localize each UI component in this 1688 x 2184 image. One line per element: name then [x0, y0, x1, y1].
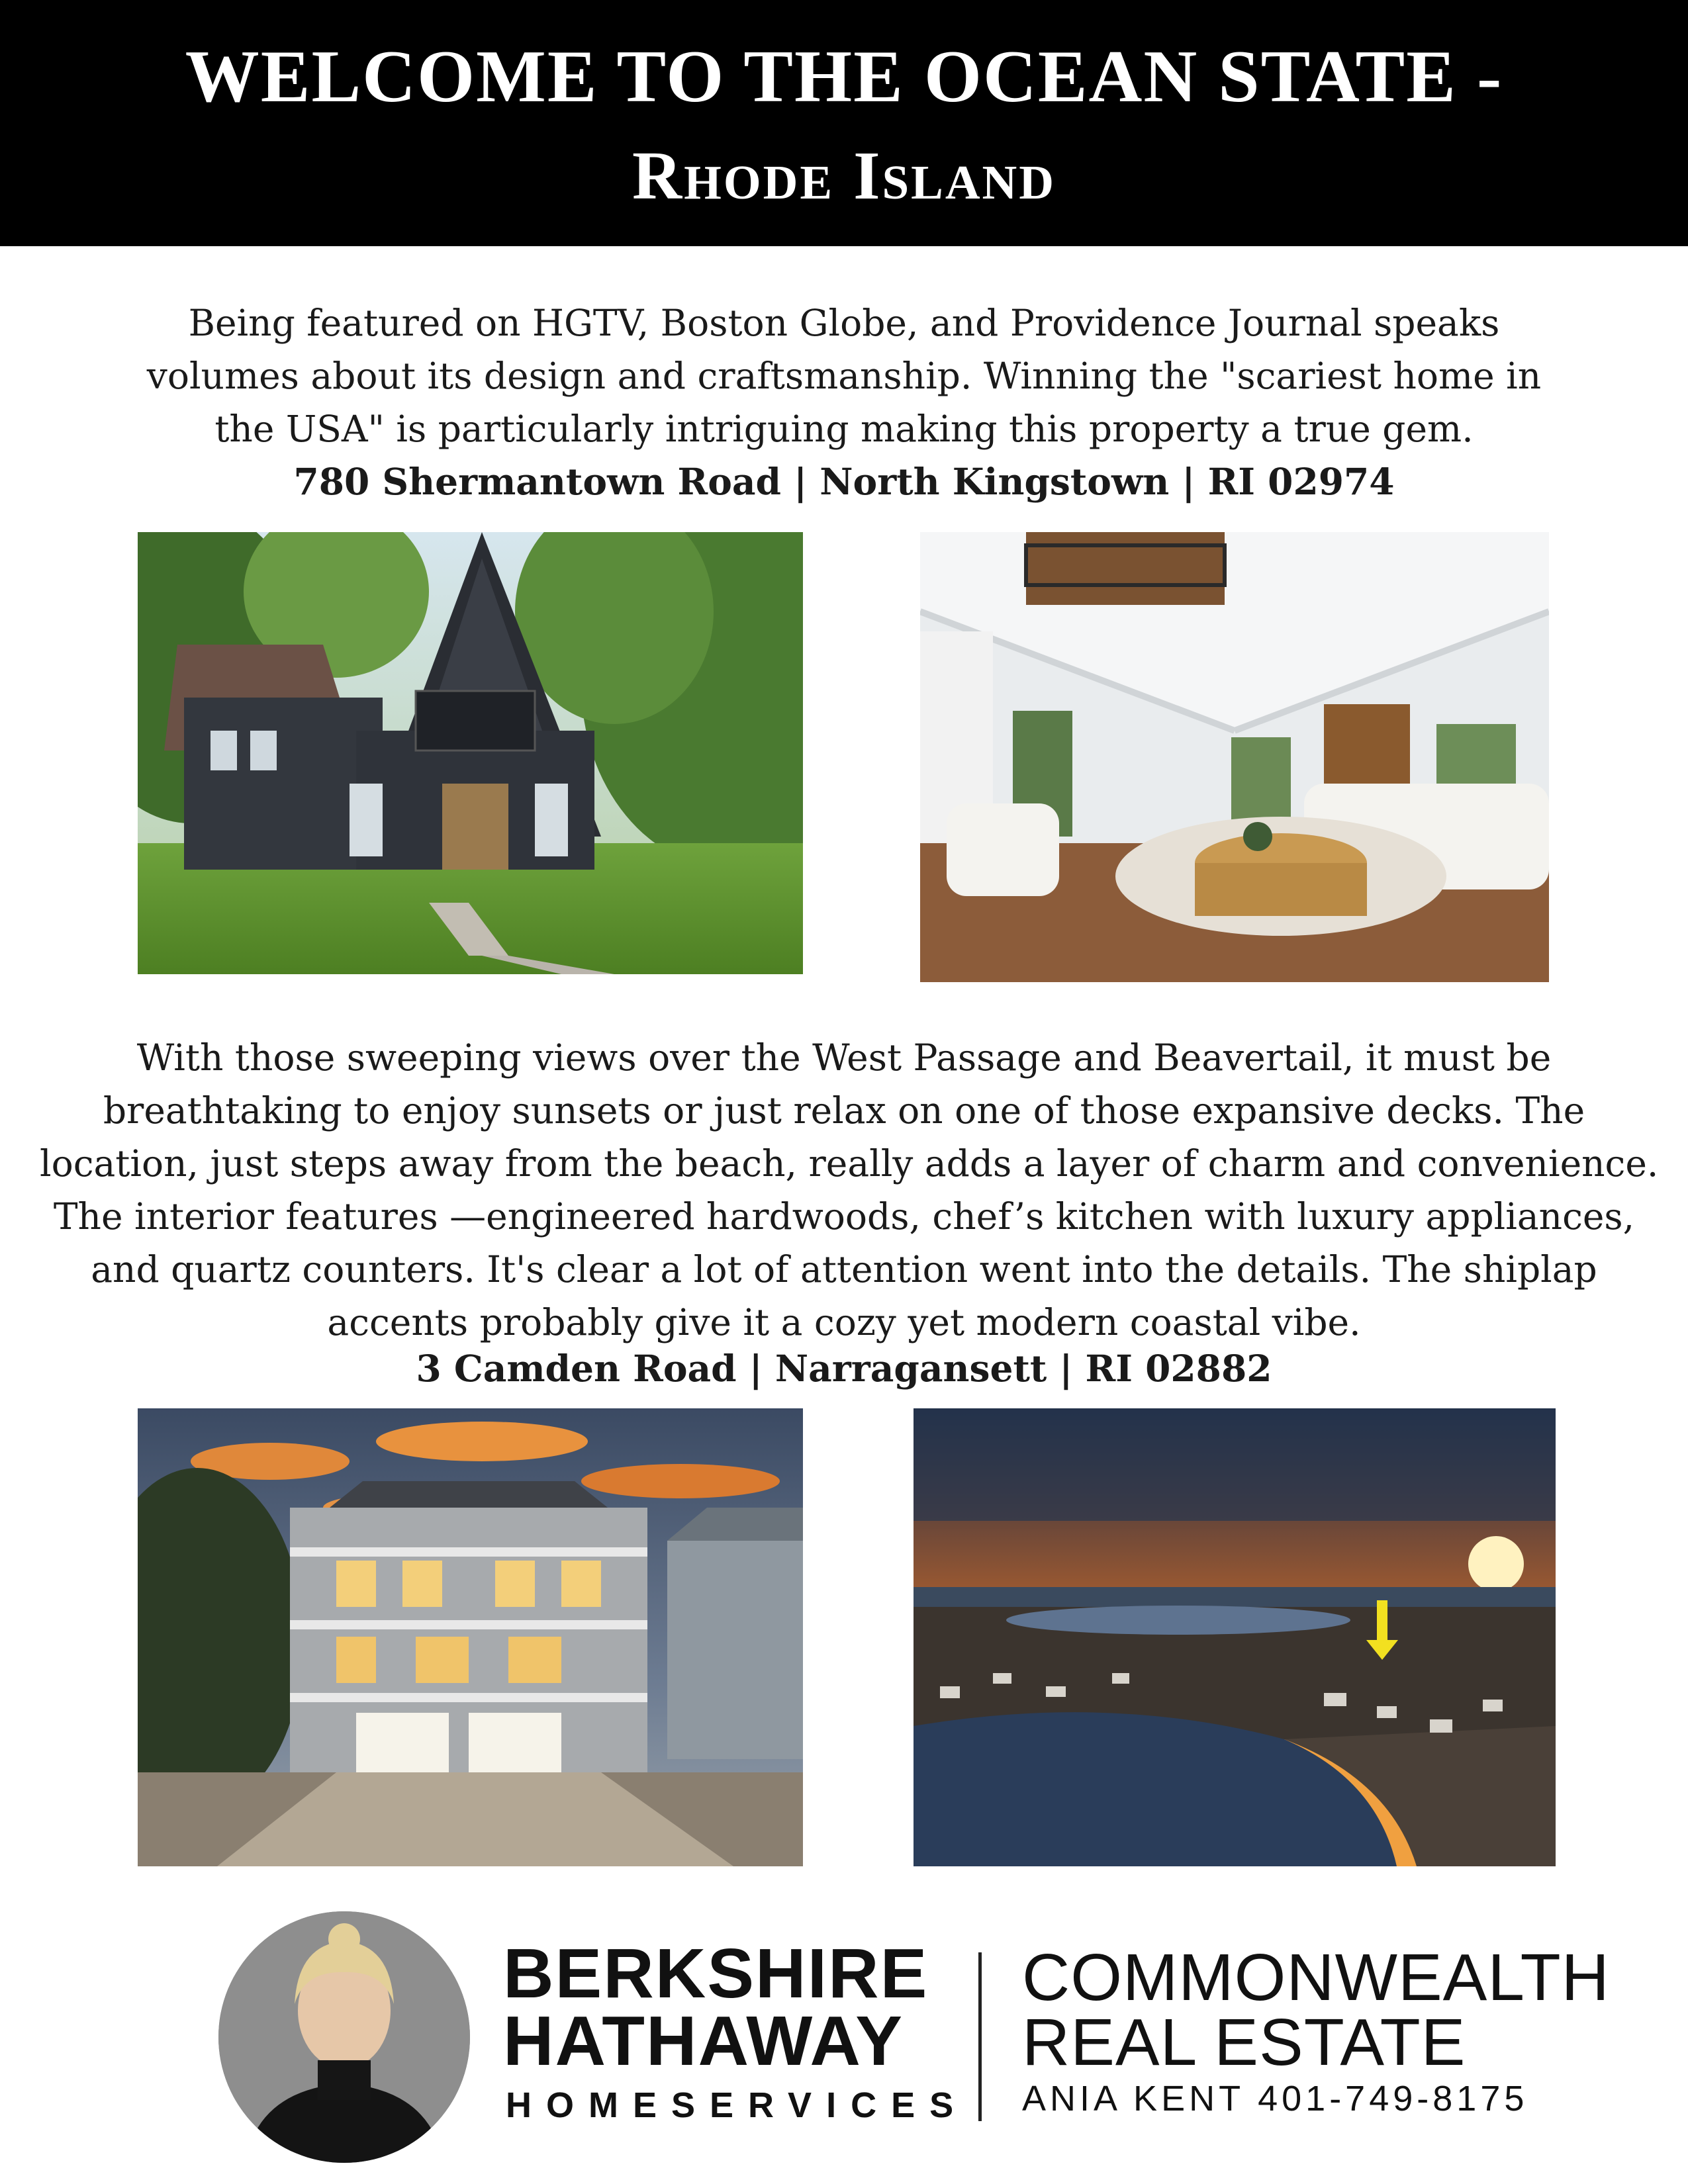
listing-1-line: Being featured on HGTV, Boston Globe, and Providence Journal speaks [188, 302, 1500, 344]
footer-divider [978, 1952, 982, 2121]
listing-2-line: accents probably give it a cozy yet modern coastal vibe. [327, 1301, 1361, 1343]
listing-2-line: The interior features —engineered hardwoods, chef’s kitchen with luxury appliances, [53, 1195, 1635, 1238]
listing-2-exterior-photo [138, 1408, 803, 1866]
header-subtitle: Rhode Island [632, 138, 1056, 214]
listing-1-address: 780 Shermantown Road | North Kingstown | RI 02974 [293, 460, 1395, 503]
brand-homeservices: HOMESERVICES [506, 2085, 968, 2125]
listing-1-description [40, 296, 1648, 508]
listing-2-description [40, 1031, 1659, 1390]
brand-berkshire: BERKSHIRE [503, 1934, 929, 2013]
agent-avatar [218, 1911, 470, 2163]
office-real-estate: REAL ESTATE [1022, 2005, 1466, 2079]
header-banner [0, 0, 1688, 246]
header-title: WELCOME TO THE OCEAN STATE - [185, 36, 1503, 118]
listing-2-line: With those sweeping views over the West Passage and Beavertail, it must be [136, 1036, 1552, 1079]
listing-2-line: location, just steps away from the beach, really adds a layer of charm and convenience. [40, 1142, 1659, 1185]
listing-1-interior-photo [920, 532, 1549, 982]
brand-hathaway: HATHAWAY [503, 2002, 904, 2080]
listing-1-exterior-photo [138, 532, 803, 974]
listing-1-line: volumes about its design and craftsmanship. Winning the "scariest home in [146, 355, 1542, 397]
office-commonwealth: COMMONWEALTH [1022, 1940, 1610, 2015]
listing-2-address: 3 Camden Road | Narragansett | RI 02882 [416, 1347, 1272, 1390]
agent-contact: ANIA KENT 401-749-8175 [1022, 2079, 1528, 2118]
listing-1-line: the USA" is particularly intriguing making this property a true gem. [214, 408, 1474, 450]
listing-2-aerial-sunset-photo [914, 1408, 1556, 1866]
listing-2-line: and quartz counters. It's clear a lot of attention went into the details. The shiplap [91, 1248, 1597, 1291]
listing-2-line: breathtaking to enjoy sunsets or just relax on one of those expansive decks. The [103, 1089, 1585, 1132]
